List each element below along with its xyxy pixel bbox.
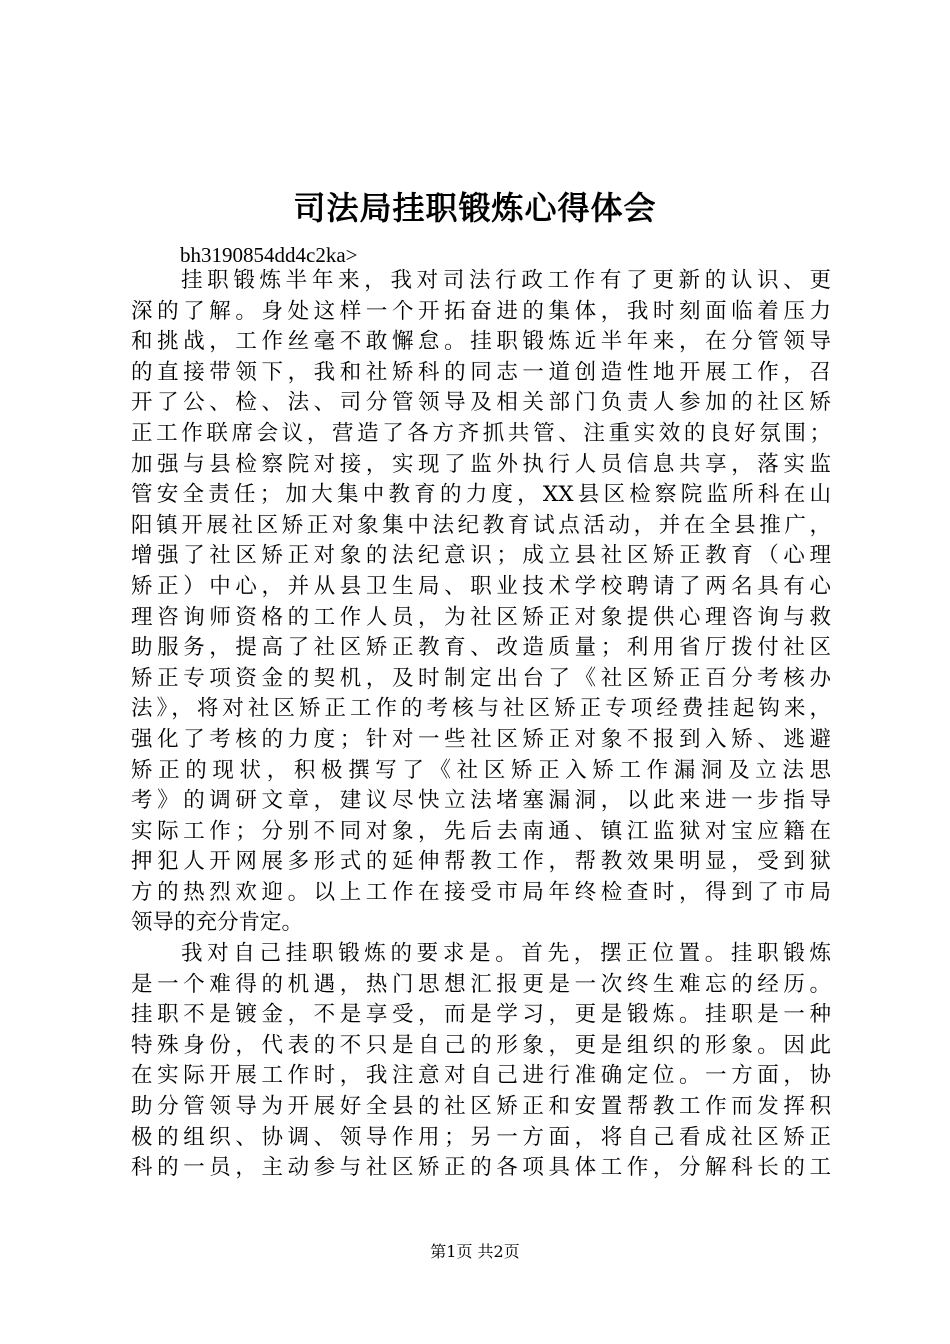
paragraph-1: [131, 266, 831, 939]
paragraph-line: 挂职不是镀金，不是享受，而是学习，更是锻炼。挂职是一种: [131, 1002, 831, 1028]
page-footer: 第1页 共2页: [430, 1242, 520, 1261]
paragraph-line: 的直接带领下，我和社矫科的同志一道创造性地开展工作，召: [131, 359, 831, 385]
paragraph-line: 助服务，提高了社区矫正教育、改造质量；利用省厅拨付社区: [131, 635, 831, 661]
document-body: [131, 266, 831, 1184]
paragraph-line: 领导的充分肯定。: [131, 910, 304, 936]
paragraph-line: 特殊身份，代表的不只是自己的形象，更是组织的形象。因此: [131, 1032, 831, 1058]
paragraph-line: 实际工作；分别不同对象，先后去南通、镇江监狱对宝应籍在: [131, 818, 831, 844]
paragraph-line: 矫正）中心，并从县卫生局、职业技术学校聘请了两名具有心: [131, 573, 831, 599]
paragraph-line: 法》，将对社区矫正工作的考核与社区矫正专项经费挂起钩来，: [131, 696, 831, 722]
paragraph-line: 正工作联席会议，营造了各方齐抓共管、注重实效的良好氛围；: [131, 420, 831, 446]
paragraph-line: 是一个难得的机遇，热门思想汇报更是一次终生难忘的经历。: [131, 971, 831, 997]
paragraph-line: 强化了考核的力度；针对一些社区矫正对象不报到入矫、逃避: [131, 726, 831, 752]
paragraph-line: 科的一员，主动参与社区矫正的各项具体工作，分解科长的工: [131, 1155, 831, 1181]
paragraph-line: 方的热烈欢迎。以上工作在接受市局年终检查时，得到了市局: [131, 879, 831, 905]
paragraph-line: 在实际开展工作时，我注意对自己进行准确定位。一方面，协: [131, 1063, 831, 1089]
document-code: bh3190854dd4c2ka>: [180, 243, 358, 267]
paragraph-line: 助分管领导为开展好全县的社区矫正和安置帮教工作而发挥积: [131, 1094, 831, 1120]
paragraph-line: 加强与县检察院对接，实现了监外执行人员信息共享，落实监: [131, 451, 831, 477]
paragraph-line: 理咨询师资格的工作人员，为社区矫正对象提供心理咨询与救: [131, 604, 831, 630]
paragraph-line: 押犯人开网展多形式的延伸帮教工作，帮教效果明显，受到狱: [131, 849, 831, 875]
document-title: 司法局挂职锻炼心得体会: [293, 189, 657, 227]
paragraph-line: 矫正专项资金的契机，及时制定出台了《社区矫正百分考核办: [131, 665, 831, 691]
paragraph-line: 阳镇开展社区矫正对象集中法纪教育试点活动，并在全县推广，: [131, 512, 831, 538]
paragraph-2: [131, 939, 831, 1184]
paragraph-line: 挂职锻炼半年来，我对司法行政工作有了更新的认识、更: [181, 268, 831, 293]
paragraph-line: 深的了解。身处这样一个开拓奋进的集体，我时刻面临着压力: [131, 298, 831, 324]
paragraph-line: 管安全责任；加大集中教育的力度，XX县区检察院监所科在山: [131, 482, 831, 508]
paragraph-line: 矫正的现状，积极撰写了《社区矫正入矫工作漏洞及立法思: [131, 757, 831, 783]
paragraph-line: 开了公、检、法、司分管领导及相关部门负责人参加的社区矫: [131, 390, 831, 416]
paragraph-line: 考》的调研文章，建议尽快立法堵塞漏洞，以此来进一步指导: [131, 788, 831, 814]
paragraph-line: 我对自己挂职锻炼的要求是。首先，摆正位置。挂职锻炼: [181, 941, 831, 967]
paragraph-line: 极的组织、协调、领导作用；另一方面，将自己看成社区矫正: [131, 1124, 831, 1150]
paragraph-line: 和挑战，工作丝毫不敢懈怠。挂职锻炼近半年来，在分管领导: [131, 329, 831, 355]
paragraph-line: 增强了社区矫正对象的法纪意识；成立县社区矫正教育（心理: [131, 543, 831, 569]
